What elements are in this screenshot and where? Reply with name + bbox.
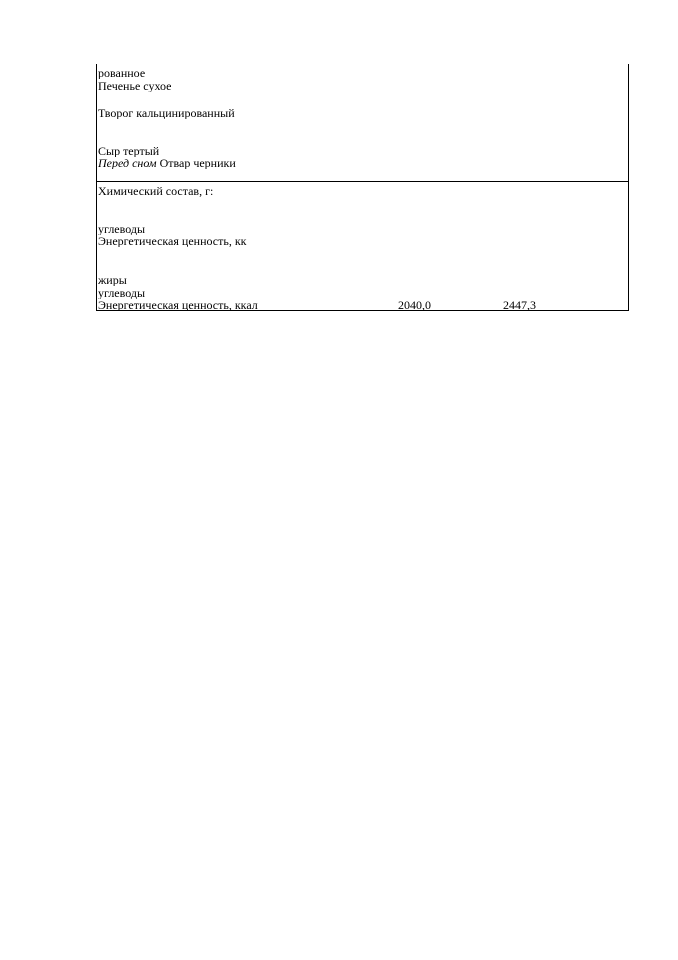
menu-line-cottage-cheese: Творог кальцинированный — [98, 107, 235, 119]
carbs-label-2: углеводы — [98, 287, 146, 299]
blueberry-decoction: Отвар черники — [156, 157, 236, 169]
energy-label-truncated: Энергетическая ценность, кк — [98, 235, 247, 247]
fats-label: жиры — [98, 274, 127, 286]
menu-line-continued: рованное — [98, 67, 146, 79]
carbs-label-1: углеводы — [98, 223, 146, 235]
table-row-divider — [96, 181, 629, 182]
before-sleep-label: Перед сном — [98, 157, 157, 169]
menu-line-grated-cheese: Сыр тертый — [98, 145, 160, 157]
menu-line-biscuits: Печенье сухое — [98, 80, 172, 92]
menu-line-before-sleep — [98, 157, 236, 169]
energy-value-1: 2040,0 — [398, 299, 431, 311]
energy-label: Энергетическая ценность, ккал — [98, 299, 258, 311]
composition-header: Химический состав, г: — [98, 185, 214, 197]
energy-value-2: 2447,3 — [503, 299, 536, 311]
